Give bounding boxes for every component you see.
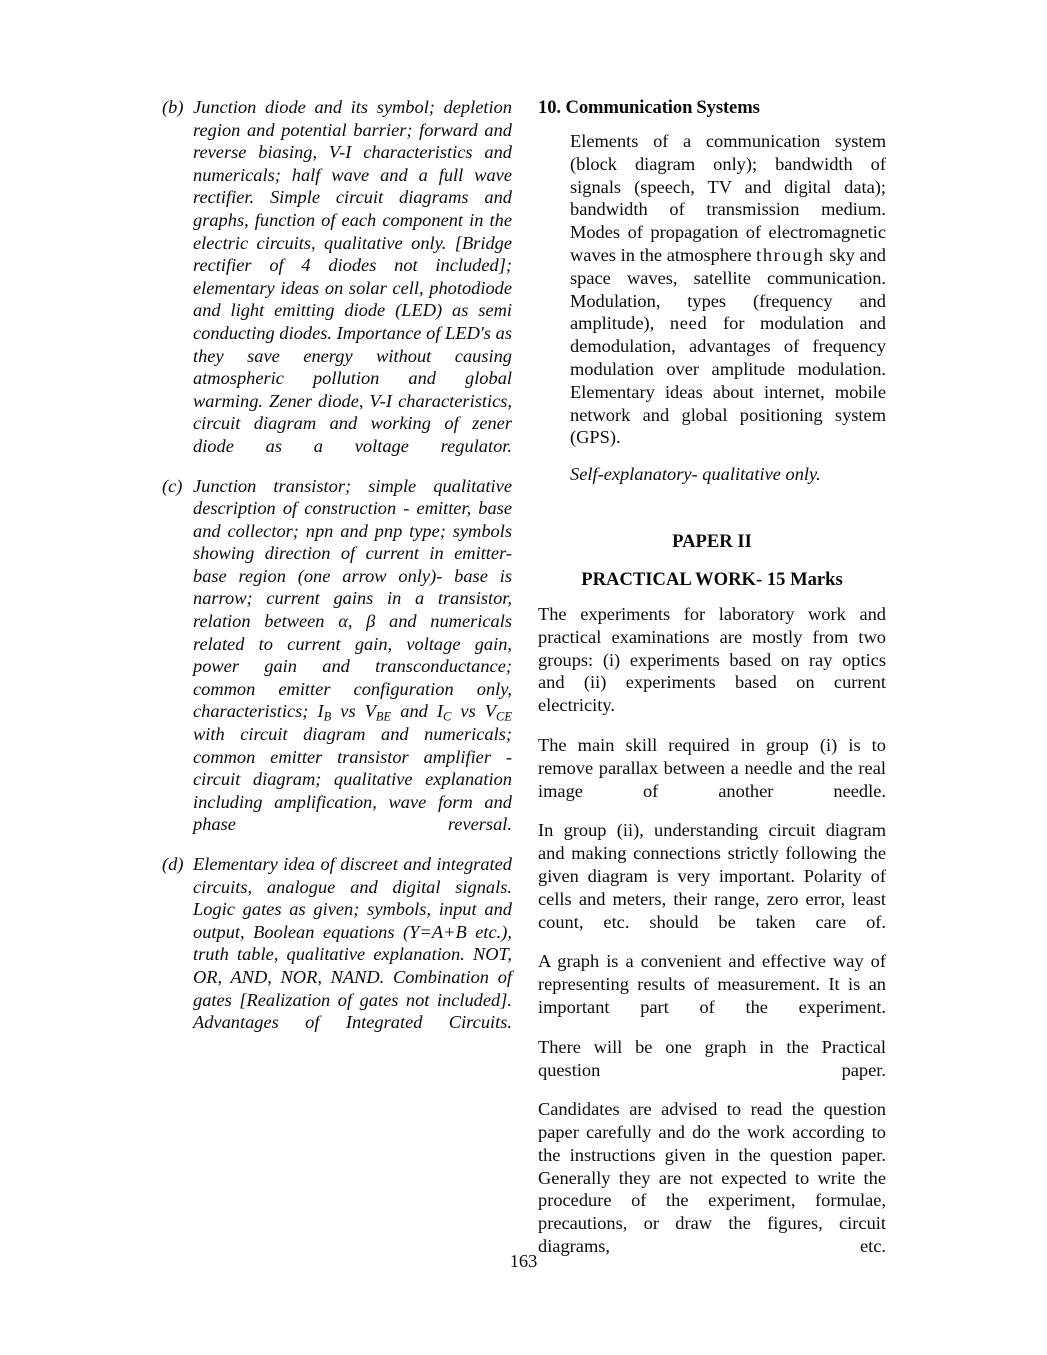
- comm-body-loose-through: through: [756, 244, 825, 265]
- section-body-block: [570, 130, 886, 486]
- symbol-ib-base: I: [317, 701, 324, 722]
- practical-paragraph-5: There will be one graph in the Practical question paper.: [538, 1036, 886, 1080]
- symbol-vce-base: V: [484, 701, 497, 722]
- symbol-ic-sub: C: [443, 709, 452, 724]
- text-vs-1: vs: [331, 701, 365, 722]
- comm-body-loose-need: need: [669, 313, 708, 334]
- practical-paragraph-4: A graph is a convenient and effective way of representing results of measurement. It is an important part of the experiment.: [538, 951, 886, 1017]
- comm-body-part-3: for modulation and demodulation, advantages of frequency modulation over amplitude modulation. Elementary ideas about internet, mobile network and global positioning system (GPS).: [570, 313, 886, 448]
- section-heading-word-communication: Communication: [565, 97, 693, 118]
- symbol-ib-sub: B: [323, 709, 332, 724]
- left-column: [162, 96, 512, 1034]
- symbol-vce-sub: CE: [496, 709, 513, 724]
- list-item-marker-c: (c): [162, 475, 183, 496]
- self-explanatory-note: Self-explanatory- qualitative only.: [570, 464, 821, 485]
- comm-body-part-2: sky and space waves, satellite communication. Modulation, types (frequency and amplitude),: [570, 244, 886, 334]
- symbol-vce: [484, 701, 513, 724]
- comm-body-part-1: Elements of a communication system (block diagram only); bandwidth of signals (speech, TV and digital data); bandwidth of transmission medium. Modes of propagation of electromagnetic waves in the atmosphere: [570, 131, 886, 265]
- section-heading-communication-systems: [538, 96, 886, 119]
- list-item: [162, 475, 512, 837]
- page-number: 163: [509, 1251, 538, 1271]
- transistor-text-part-1: Junction transistor; simple qualitative description of construction - emitter, base and collector; npn and pnp type; symbols showing direction of current in emitter-base region (one arrow only)- base is narrow; current gains in a transistor, relation between α, β and numericals related to current gain, voltage gain, power gain and transconductance; common emitter configuration only, characteristics;: [193, 475, 512, 722]
- list-item-text-c: [193, 475, 512, 837]
- list-item-marker-b: (b): [162, 97, 184, 117]
- transistor-text-part-2: with circuit diagram and numericals; common emitter transistor amplifier - circuit diagram; qualitative explanation including amplification, wave form and phase reversal.: [193, 724, 512, 835]
- list-item-marker-d: (d): [162, 854, 184, 874]
- paper-two-title: PAPER II: [672, 530, 752, 552]
- practical-work-title: PRACTICAL WORK- 15 Marks: [581, 568, 843, 590]
- text-and-1: and: [391, 701, 437, 722]
- list-item-text-d: Elementary idea of discreet and integrated circuits, analogue and digital signals. Logic gates as given; symbols, input and output, Boolean equations (Y=A+B etc.), truth table, qualitative explanation. NOT, OR, AND, NOR, NAND. Combination of gates [Realization of gates not included]. Advantages of Integrated Circuits.: [193, 854, 512, 1033]
- symbol-ic: [436, 701, 452, 724]
- right-column: [538, 96, 886, 1275]
- symbol-ic-base: I: [436, 701, 444, 722]
- symbol-ib: [317, 701, 332, 724]
- section-heading-word-systems: Systems: [696, 97, 760, 118]
- communication-systems-paragraph: [570, 130, 886, 449]
- practical-paragraph-2: The main skill required in group (i) is to remove parallax between a needle and the real image of another needle.: [538, 734, 886, 801]
- list-item: [162, 853, 512, 1034]
- symbol-vbe-sub: BE: [375, 709, 392, 724]
- text-vs-2: vs: [451, 701, 485, 722]
- section-heading-number: 10.: [538, 97, 561, 118]
- symbol-vbe: [364, 701, 392, 724]
- two-column-body: [162, 96, 886, 1275]
- practical-paragraph-1: The experiments for laboratory work and practical examinations are mostly from two groups: (i) experiments based on ray optics and (ii) experiments based on current electricity.: [538, 603, 886, 716]
- practical-paragraph-6: Candidates are advised to read the question paper carefully and do the work according to the instructions given in the question paper. Generally they are not expected to write the procedure of the experiment, formulae, precautions, or draw the figures, circuit diagrams, etc.: [538, 1099, 886, 1257]
- list-item-text-b: Junction diode and its symbol; depletion region and potential barrier; forward and reverse biasing, V-I characteristics and numericals; half wave and a full wave rectifier. Simple circuit diagrams and graphs, function of each component in the electric circuits, qualitative only. [Bridge rectifier of 4 diodes not included]; elementary ideas on solar cell, photodiode and light emitting diode (LED) as semi conducting diodes. Importance of LED's as they save energy without causing atmospheric pollution and global warming. Zener diode, V-I characteristics, circuit diagram and working of zener diode as a voltage regulator.: [193, 97, 512, 456]
- symbol-vbe-base: V: [364, 701, 376, 722]
- practical-paragraph-3: In group (ii), understanding circuit diagram and making connections strictly following the given diagram is very important. Polarity of cells and meters, their range, zero error, least count, etc. should be taken care of.: [538, 820, 886, 932]
- list-item: [162, 96, 512, 458]
